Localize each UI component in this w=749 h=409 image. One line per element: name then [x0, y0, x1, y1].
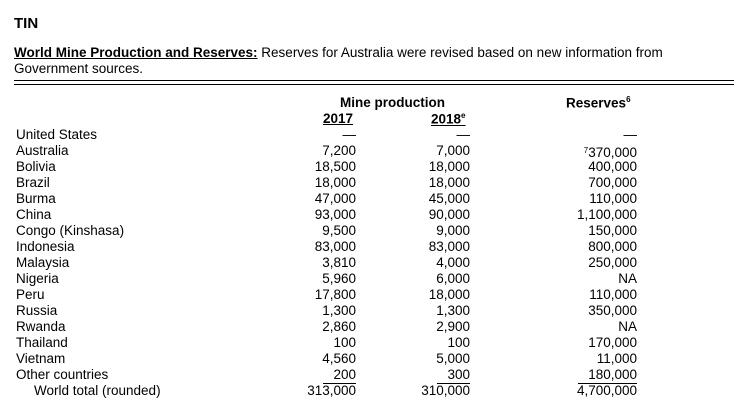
production-2017-cell: 1,300	[322, 303, 356, 318]
production-2017-cell: 93,000	[314, 207, 356, 222]
table-row	[0, 255, 749, 271]
production-2017-cell: 17,800	[314, 287, 356, 302]
intro-lead: World Mine Production and Reserves:	[14, 45, 258, 60]
total-row	[0, 383, 749, 399]
year-2018-header: 2018e	[431, 111, 466, 127]
country-cell: United States	[16, 127, 98, 142]
reserves-cell: NA	[618, 319, 637, 334]
table-row	[0, 271, 749, 287]
reserves-cell: —	[623, 127, 637, 142]
intro-text: Reserves for Australia were revised based on new information from Government sources.	[14, 45, 663, 76]
reserves-cell: 110,000	[589, 287, 637, 302]
footnote-6: 6	[626, 95, 631, 104]
production-2017-cell: 9,500	[322, 223, 356, 238]
production-2017-cell: —	[342, 127, 356, 142]
table-row	[0, 303, 749, 319]
reserves-cell: 110,000	[589, 191, 637, 206]
production-2018-cell: 5,000	[436, 351, 470, 366]
reserves-header: Reserves$^6$	[566, 95, 631, 111]
reserves-cell: NA	[618, 271, 637, 286]
production-2017-cell: 47,000	[314, 191, 356, 206]
country-cell: World total (rounded)	[34, 383, 161, 398]
production-2017-cell: 7,200	[322, 143, 356, 158]
production-table	[0, 127, 749, 399]
production-2018-cell: 18,000	[428, 175, 470, 190]
production-2018-cell: 4,000	[436, 255, 470, 270]
production-2017-cell: 2,860	[322, 319, 356, 334]
table-row	[0, 191, 749, 207]
production-2018-cell: 9,000	[436, 223, 470, 238]
production-2018-cell: 300	[437, 367, 470, 384]
production-2018-cell: 90,000	[428, 207, 470, 222]
production-2018-cell: 45,000	[428, 191, 470, 206]
production-2017-cell: 18,000	[314, 175, 356, 190]
production-2017-cell: 83,000	[314, 239, 356, 254]
table-row	[0, 239, 749, 255]
table-row	[0, 127, 749, 143]
reserves-cell: 1,100,000	[576, 207, 637, 222]
table-row	[0, 175, 749, 191]
country-cell: Russia	[16, 303, 58, 318]
country-cell: Burma	[16, 191, 56, 206]
production-2018-cell: 18,000	[428, 287, 470, 302]
reserves-cell: 800,000	[588, 239, 637, 254]
production-2018-cell: 18,000	[428, 159, 470, 174]
production-2018-cell: 1,300	[436, 303, 470, 318]
estimate-mark: e	[461, 111, 466, 120]
reserves-cell: 400,000	[588, 159, 637, 174]
production-2018-cell: 83,000	[428, 239, 470, 254]
country-cell: Congo (Kinshasa)	[16, 223, 125, 238]
country-cell: Rwanda	[16, 319, 66, 334]
intro-paragraph	[14, 45, 739, 77]
table-row	[0, 159, 749, 175]
table-row	[0, 335, 749, 351]
table-row	[0, 367, 749, 383]
production-2017-cell: 5,960	[322, 271, 356, 286]
country-cell: Brazil	[16, 175, 50, 190]
production-2018-cell: —	[456, 127, 470, 142]
country-cell: Australia	[16, 143, 69, 158]
country-cell: Bolivia	[16, 159, 56, 174]
country-cell: Peru	[16, 287, 45, 302]
production-2018-cell: 100	[447, 335, 470, 350]
footnote-mark: 7	[583, 146, 589, 155]
production-2018-cell: 7,000	[436, 143, 470, 158]
table-row	[0, 351, 749, 367]
top-rule	[14, 80, 734, 81]
reserves-cell: 11,000	[596, 351, 637, 366]
reserves-cell: 150,000	[588, 223, 637, 238]
production-2018-cell: 2,900	[436, 319, 470, 334]
production-2018-cell: 6,000	[436, 271, 470, 286]
top-rule-second	[14, 84, 734, 85]
table-row	[0, 287, 749, 303]
production-2018-cell: 310,000	[421, 383, 470, 398]
table-row	[0, 319, 749, 335]
reserves-cell: 700,000	[588, 175, 637, 190]
table-row	[0, 143, 749, 159]
production-2017-cell: 313,000	[307, 383, 356, 398]
reserves-cell: 350,000	[588, 303, 637, 318]
reserves-cell: 180,000	[578, 367, 637, 384]
country-cell: Vietnam	[16, 351, 66, 366]
reserves-cell: 4,700,000	[576, 383, 637, 398]
country-cell: Other countries	[16, 367, 109, 382]
production-2017-cell: 3,810	[322, 255, 356, 270]
production-2017-cell: 100	[333, 335, 356, 350]
country-cell: Thailand	[16, 335, 68, 350]
mine-production-header: Mine production	[340, 95, 445, 110]
year-2017-header: 2017	[323, 111, 354, 126]
page-title: TIN	[14, 15, 39, 32]
country-cell: Malaysia	[16, 255, 70, 270]
country-cell: Nigeria	[16, 271, 59, 286]
country-cell: China	[16, 207, 52, 222]
table-row	[0, 207, 749, 223]
reserves-cell: $^7$370,000	[583, 145, 637, 160]
table-row	[0, 223, 749, 239]
production-2017-cell: 4,560	[322, 351, 356, 366]
production-2017-cell: 18,500	[314, 159, 356, 174]
reserves-cell: 250,000	[588, 255, 637, 270]
country-cell: Indonesia	[16, 239, 75, 254]
production-2017-cell: 200	[323, 367, 356, 384]
reserves-cell: 170,000	[588, 335, 637, 350]
